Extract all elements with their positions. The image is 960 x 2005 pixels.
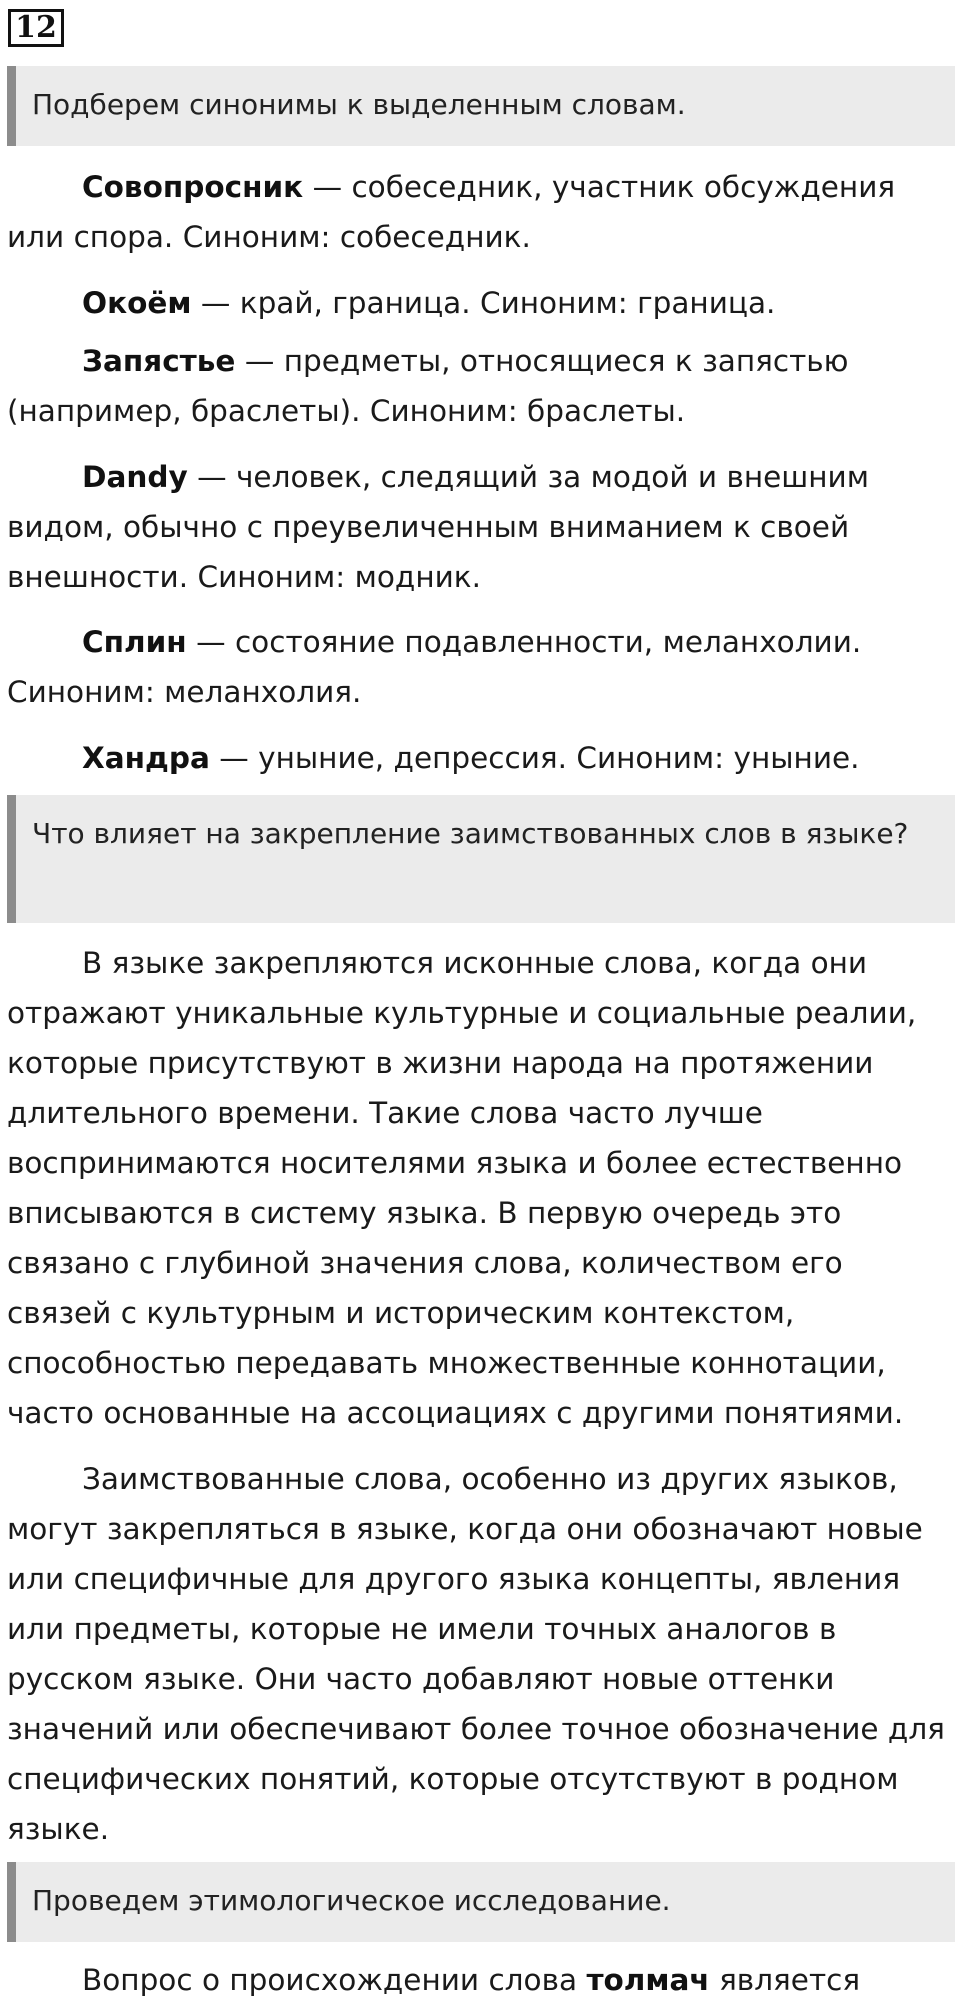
synonym-definition: — край, граница. Синоним: граница.: [191, 286, 776, 320]
highlighted-word: толмач: [586, 1963, 710, 1997]
synonym-definition: — состояние подавленности, меланхолии. Синоним: меланхолия.: [7, 625, 862, 709]
answer-paragraph: В языке закрепляются исконные слова, когда они отражают уникальные культурные и социальные реалии, которые присутствуют в жизни народа на протяжении длительного времени. Такие слова часто лучше воспринимаются носителями языка и более естественно вписываются в систему языка. В первую очередь это связано с глубиной значения слова, количеством его связей с культурным и историческим контекстом, способностью передавать множественные коннотации, часто основанные на ассоциациях с другими понятиями.: [7, 946, 917, 1430]
answer-paragraph: Заимствованные слова, особенно из других языков, могут закрепляться в языке, когда они обозначают новые или специфичные для другого языка концепты, явления или предметы, которые не имели точных аналогов в русском языке. Они часто добавляют новые оттенки значений или обеспечивают более точное обозначение для специфических понятий, которые отсутствуют в родном языке.: [7, 1462, 945, 1846]
synonym-entry: [7, 162, 952, 262]
task-heading-etymology: Проведем этимологическое исследование.: [7, 1862, 955, 1942]
synonym-entry: [7, 336, 952, 436]
task-heading-question: Что влияет на закрепление заимствованных слов в языке?: [7, 795, 955, 923]
synonym-word: Сплин: [82, 625, 187, 659]
synonym-definition: — собеседник, участник обсуждения или спора. Синоним: собеседник.: [7, 170, 896, 254]
synonym-entry: [7, 452, 952, 602]
final-paragraph: Вопрос о происхождении слова толмач является: [82, 1963, 861, 1997]
synonym-word: Dandy: [82, 460, 188, 494]
synonym-definition: — человек, следящий за модой и внешним видом, обычно с преувеличенным вниманием к своей внешности. Синоним: модник.: [7, 460, 869, 594]
synonym-entry: [7, 617, 952, 717]
synonym-word: Запястье: [82, 344, 236, 378]
synonym-word: Хандра: [82, 741, 210, 775]
synonym-word: Совопросник: [82, 170, 304, 204]
synonym-definition: — предметы, относящиеся к запястью (например, браслеты). Синоним: браслеты.: [7, 344, 849, 428]
synonym-entry: [7, 733, 952, 783]
synonym-entry: [7, 278, 952, 328]
task-heading-synonyms: Подберем синонимы к выделенным словам.: [7, 66, 955, 146]
synonym-word: Окоём: [82, 286, 192, 320]
synonym-definition: — уныние, депрессия. Синоним: уныние.: [209, 741, 860, 775]
exercise-number: 12: [8, 9, 64, 47]
